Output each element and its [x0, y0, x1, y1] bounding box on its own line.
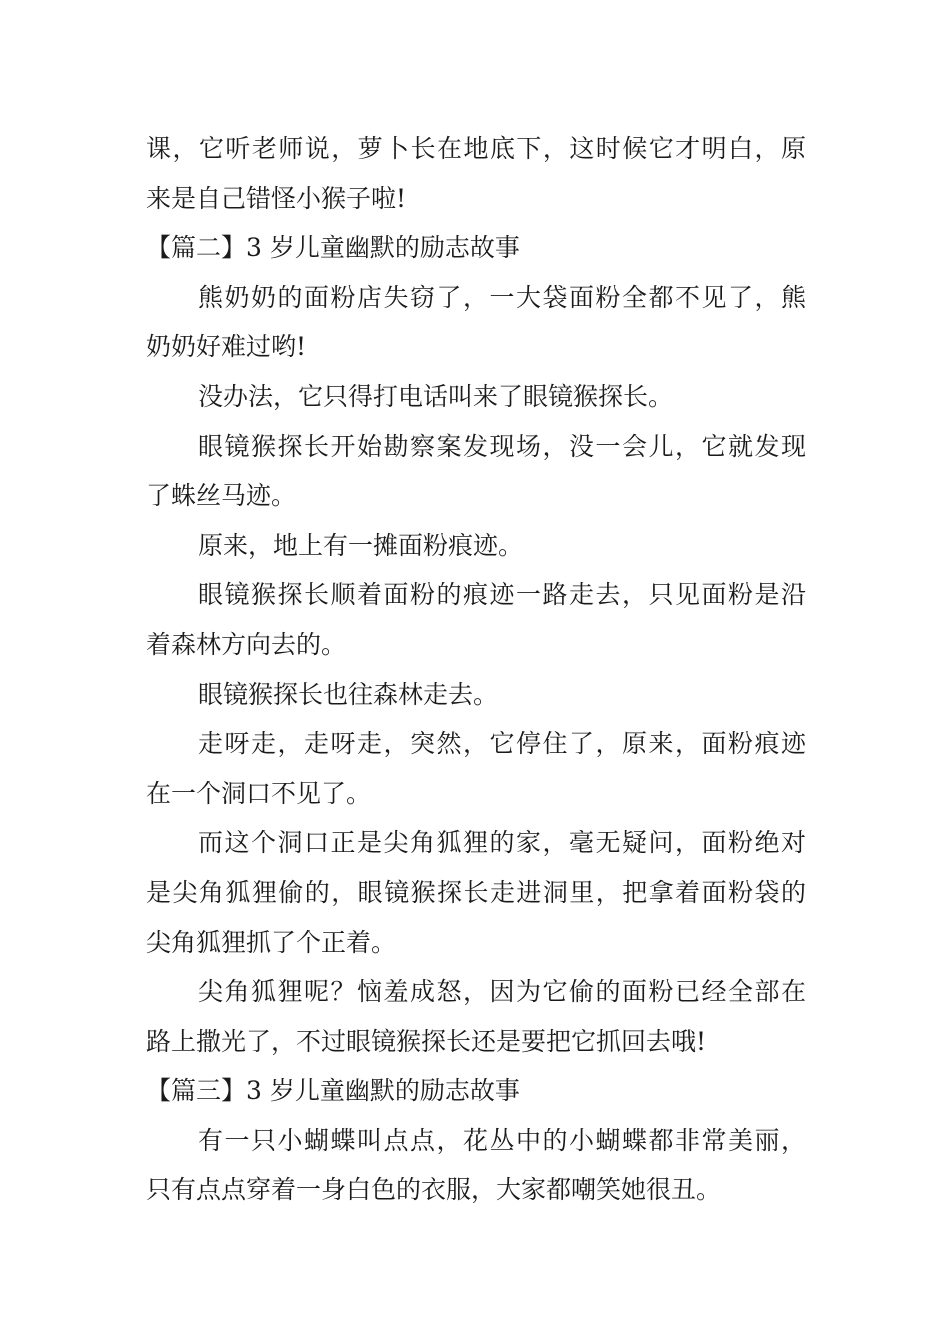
- text-line: 了蛛丝马迹。: [146, 481, 297, 511]
- story-text: [146, 124, 806, 1215]
- text-line: 尖角狐狸抓了个正着。: [146, 927, 397, 957]
- section-heading: 【篇三】3 岁儿童幽默的励志故事: [146, 1076, 520, 1106]
- text-line: 在一个洞口不见了。: [146, 778, 372, 808]
- text-line: 只有点点穿着一身白色的衣服，大家都嘲笑她很丑。: [146, 1175, 722, 1205]
- section-heading: 【篇二】3 岁儿童幽默的励志故事: [146, 233, 520, 263]
- paragraph-first-line: 而这个洞口正是尖角狐狸的家，毫无疑问，面粉绝对: [198, 828, 806, 858]
- text-line: 着森林方向去的。: [146, 629, 347, 659]
- text-line: 奶奶好难过哟!: [146, 332, 307, 362]
- text-line: 课，它听老师说，萝卜长在地底下，这时候它才明白，原: [146, 134, 806, 163]
- paragraph-first-line: 原来，地上有一摊面粉痕迹。: [198, 530, 524, 560]
- paragraph-first-line: 有一只小蝴蝶叫点点，花丛中的小蝴蝶都非常美丽，: [198, 1125, 806, 1155]
- text-line: 是尖角狐狸偷的，眼镜猴探长走进洞里，把拿着面粉袋的: [146, 877, 806, 907]
- text-line: 路上撒光了，不过眼镜猴探长还是要把它抓回去哦!: [146, 1026, 707, 1056]
- paragraph-first-line: 眼镜猴探长顺着面粉的痕迹一路走去，只见面粉是沿: [198, 580, 806, 610]
- paragraph-first-line: 眼镜猴探长开始勘察案发现场，没一会儿，它就发现: [198, 431, 806, 461]
- text-line: 来是自己错怪小猴子啦!: [146, 183, 407, 213]
- paragraph-first-line: 熊奶奶的面粉店失窃了，一大袋面粉全都不见了，熊: [198, 282, 806, 312]
- paragraph-first-line: 尖角狐狸呢？恼羞成怒，因为它偷的面粉已经全部在: [198, 977, 806, 1007]
- paragraph-first-line: 走呀走，走呀走，突然，它停住了，原来，面粉痕迹: [198, 729, 806, 759]
- paragraph-first-line: 没办法，它只得打电话叫来了眼镜猴探长。: [198, 381, 674, 411]
- paragraph-first-line: 眼镜猴探长也往森林走去。: [198, 679, 499, 709]
